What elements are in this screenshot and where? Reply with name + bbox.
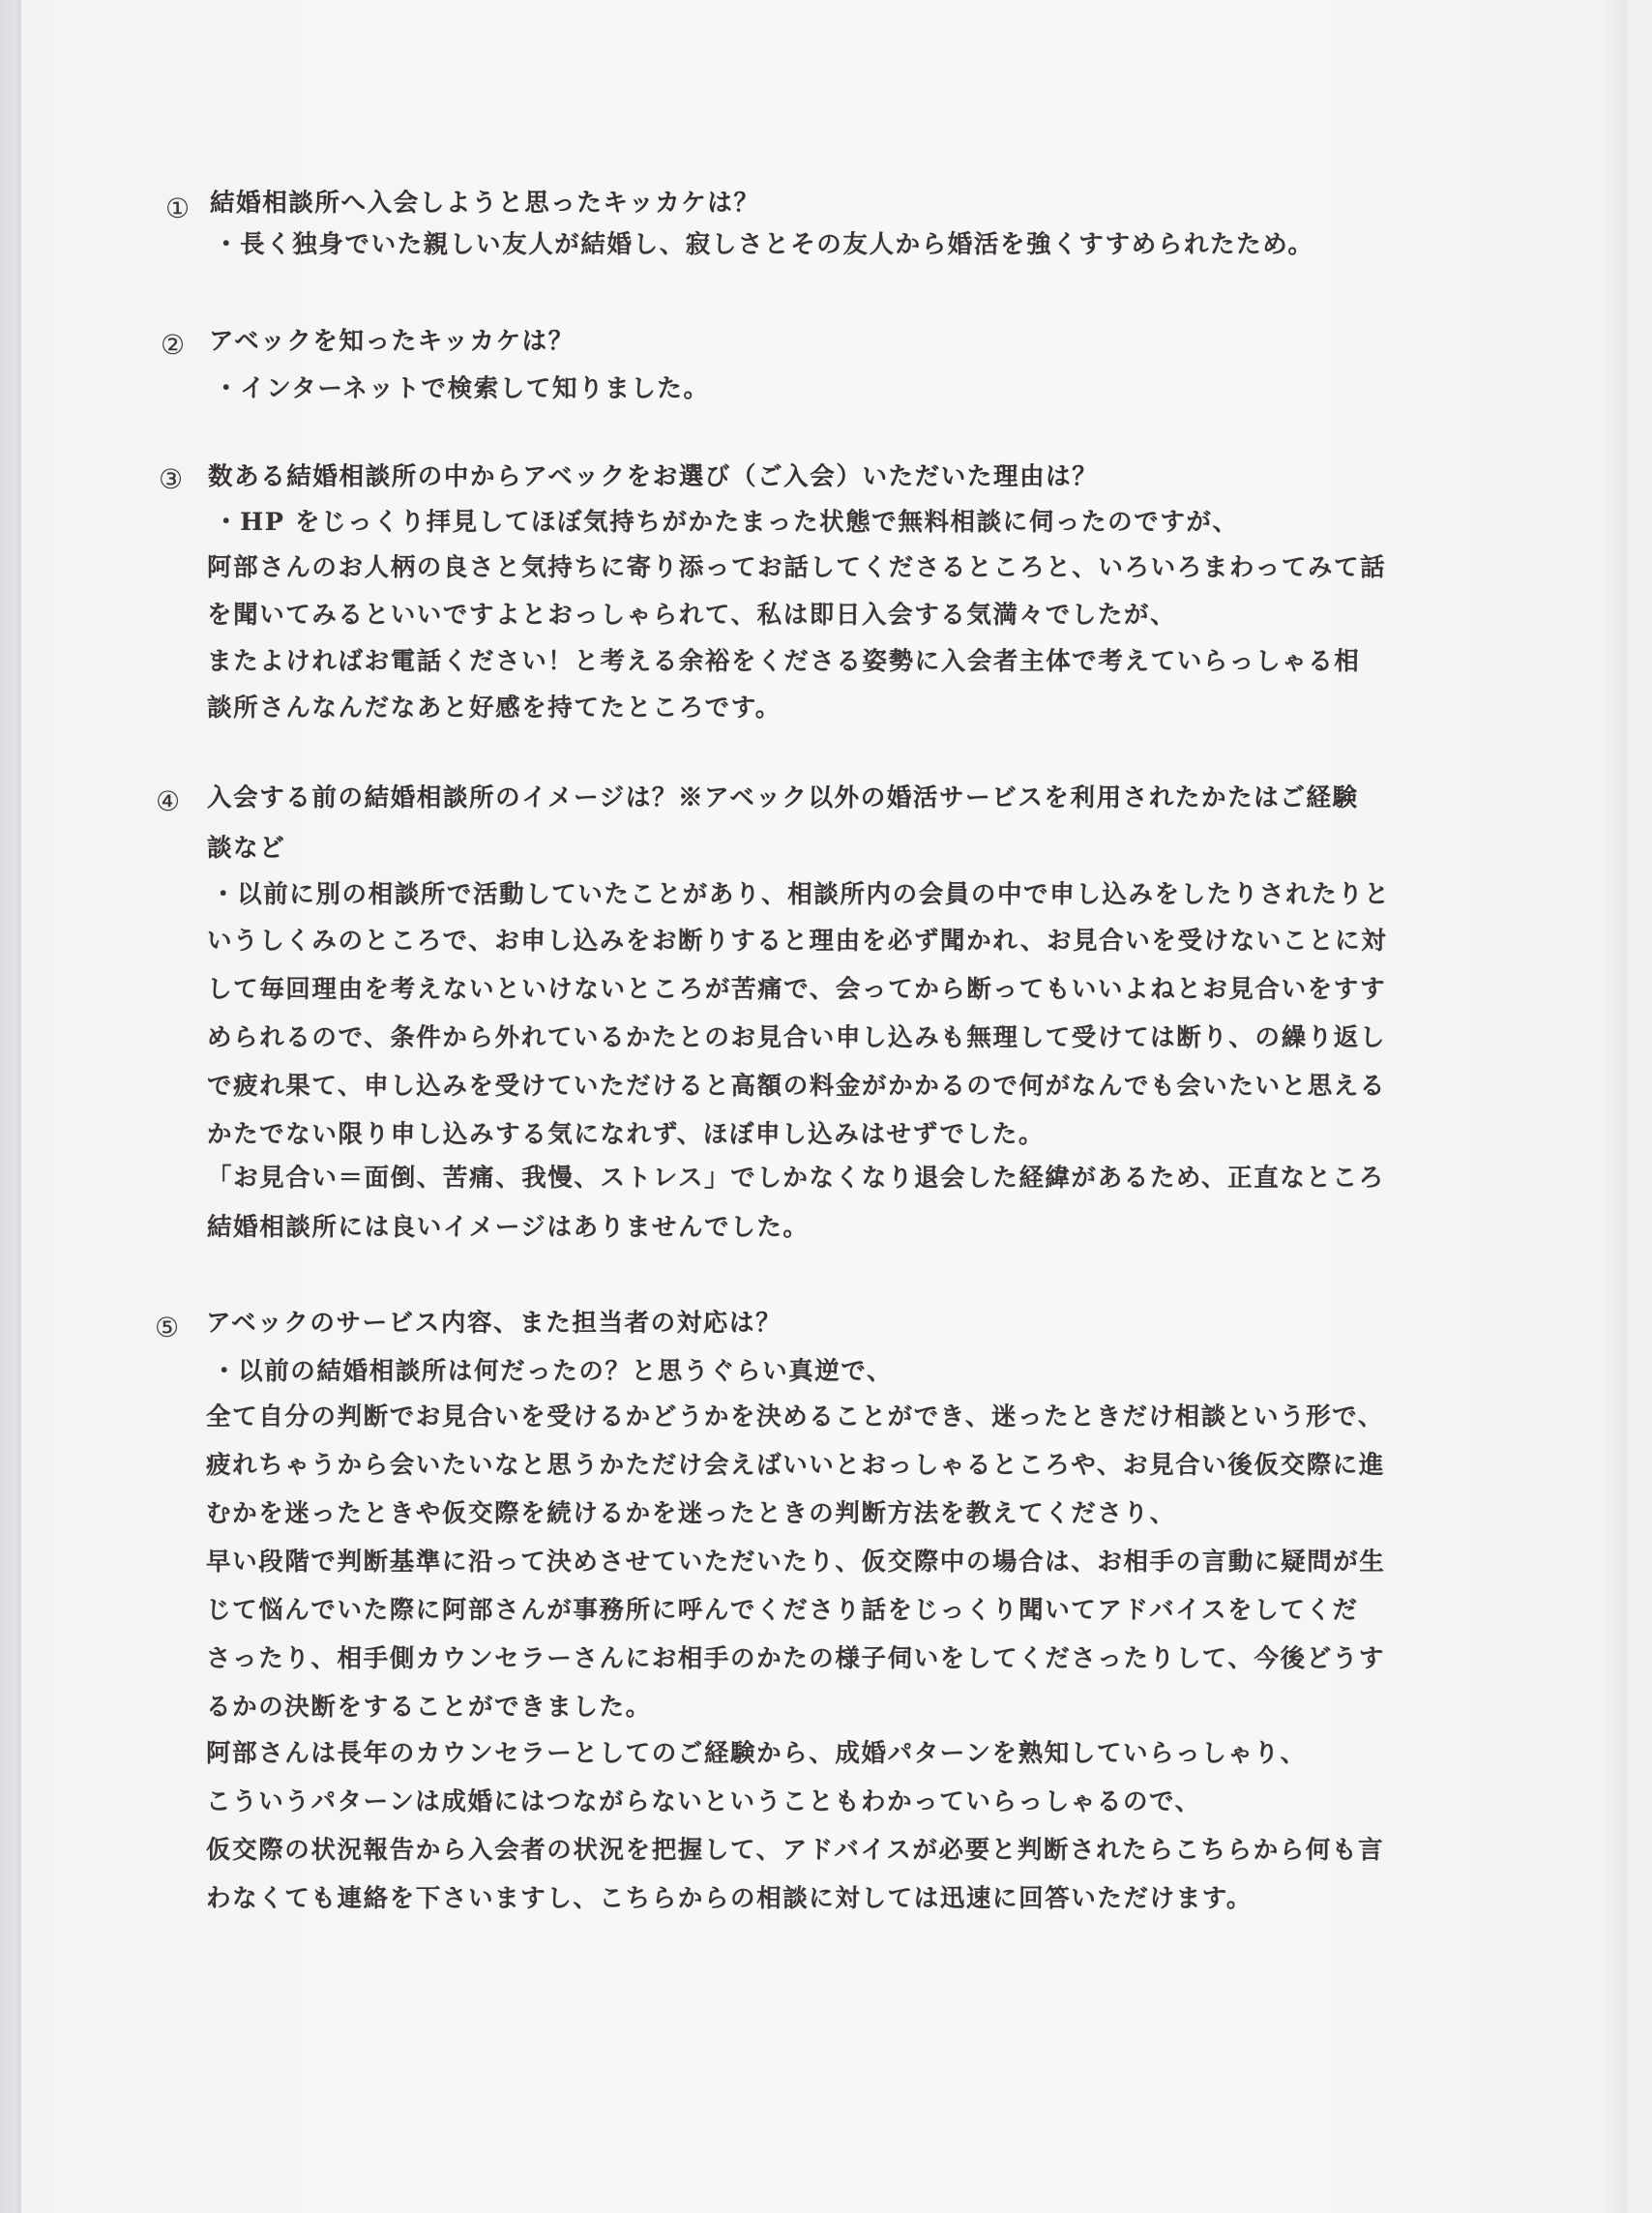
answer-line-4-1: ・以前に別の相談所で活動していたことがあり、相談所内の会員の中で申し込みをしたりされたりと bbox=[211, 880, 1391, 909]
answer-line-3-2: 阿部さんのお人柄の良さと気持ちに寄り添ってお話してくださるところと、いろいろまわってみて話 bbox=[207, 553, 1387, 582]
answer-line-5-8: るかの決断をすることができました。 bbox=[206, 1693, 652, 1722]
answer-line-4-2: いうしくみのところで、お申し込みをお断りすると理由を必ず聞かれ、お見合いを受けないことに対 bbox=[207, 927, 1388, 956]
answer-line-5-2: 全て自分の判断でお見合いを受けるかどうかを決めることができ、迷ったときだけ相談という形で、 bbox=[206, 1402, 1384, 1431]
question-number-5: ⑤ bbox=[155, 1312, 180, 1343]
answer-line-5-9: 阿部さんは長年のカウンセラーとしてのご経験から、成婚パターンを熟知していらっしゃり、 bbox=[206, 1739, 1307, 1768]
question-number-1: ① bbox=[165, 192, 191, 224]
answer-line-5-1: ・以前の結婚相談所は何だったの？と思うぐらい真逆で、 bbox=[212, 1357, 894, 1386]
answer-line-5-11: 仮交際の状況報告から入会者の状況を把握して、アドバイスが必要と判断されたらこちらから何も言 bbox=[206, 1836, 1385, 1865]
question-number-3: ③ bbox=[159, 463, 184, 495]
question-title-4-cont: 談など bbox=[207, 834, 286, 863]
answer-line-5-10: こういうパターンは成婚にはつながらないということもわかっていらっしゃるので、 bbox=[206, 1787, 1201, 1816]
answer-line-4-7: 「お見合い＝面倒、苦痛、我慢、ストレス」でしかなくなり退会した経緯があるため、正直なところ bbox=[207, 1164, 1385, 1193]
question-number-2: ② bbox=[161, 329, 186, 361]
answer-line-4-4: められるので、条件から外れているかたとのお見合い申し込みも無理して受けては断り、の繰り返し bbox=[207, 1023, 1386, 1052]
answer-line-5-7: さったり、相手側カウンセラーさんにお相手のかたの様子伺いをしてくださったりして、今後どうす bbox=[206, 1644, 1385, 1673]
question-number-4: ④ bbox=[156, 785, 181, 817]
question-title-5: アベックのサービス内容、また担当者の対応は？ bbox=[206, 1309, 782, 1338]
answer-line-5-5: 早い段階で判断基準に沿って決めさせていただいたり、仮交際中の場合は、お相手の言動に疑問が生 bbox=[206, 1548, 1386, 1577]
question-title-4: 入会する前の結婚相談所のイメージは？※アベック以外の婚活サービスを利用されたかたはご経験 bbox=[207, 783, 1359, 812]
answer-line-4-5: で疲れ果て、申し込みを受けていただけると高額の料金がかかるので何がなんでも会いたいと思える bbox=[207, 1072, 1386, 1101]
question-title-1: 結婚相談所へ入会しようと思ったキッカケは？ bbox=[210, 189, 760, 218]
answer-line-2-1: ・インターネットで検索して知りました。 bbox=[214, 374, 710, 403]
answer-line-3-4: またよければお電話ください！と考える余裕をくださる姿勢に入会者主体で考えていらっしゃる相 bbox=[207, 647, 1361, 676]
answer-line-5-12: わなくても連絡を下さいますし、こちらからの相談に対しては迅速に回答いただけます。 bbox=[206, 1884, 1253, 1913]
question-title-2: アベックを知ったキッカケは？ bbox=[209, 327, 575, 356]
question-title-3: 数ある結婚相談所の中からアベックをお選び（ご入会）いただいた理由は？ bbox=[208, 462, 1099, 491]
answer-line-4-3: して毎回理由を考えないといけないところが苦痛で、会ってから断ってもいいよねとお見合いをすす bbox=[207, 975, 1387, 1004]
answer-line-1-1: ・長く独身でいた親しい友人が結婚し、寂しさとその友人から婚活を強くすすめられたため。 bbox=[214, 230, 1314, 259]
answer-line-5-3: 疲れちゃうから会いたいなと思うかただけ会えばいいとおっしゃるところや、お見合い後仮交際に進 bbox=[206, 1451, 1385, 1480]
answer-line-3-5: 談所さんなんだなあと好感を持てたところです。 bbox=[207, 693, 782, 723]
answer-line-3-3: を聞いてみるといいですよとおっしゃられて、私は即日入会する気満々でしたが、 bbox=[207, 601, 1177, 630]
answer-line-4-6: かたでない限り申し込みする気になれず、ほぼ申し込みはせずでした。 bbox=[207, 1120, 1045, 1149]
answer-line-3-1: ・HP をじっくり拝見してほぼ気持ちがかたまった状態で無料相談に伺ったのですが、 bbox=[214, 508, 1239, 537]
answer-line-5-6: じて悩んでいた際に阿部さんが事務所に呼んでくださり話をじっくり聞いてアドバイスをしてくだ bbox=[206, 1596, 1359, 1625]
answer-line-4-8: 結婚相談所には良いイメージはありませんでした。 bbox=[207, 1213, 810, 1242]
answer-line-5-4: むかを迷ったときや仮交際を続けるかを迷ったときの判断方法を教えてくださり、 bbox=[206, 1499, 1176, 1528]
